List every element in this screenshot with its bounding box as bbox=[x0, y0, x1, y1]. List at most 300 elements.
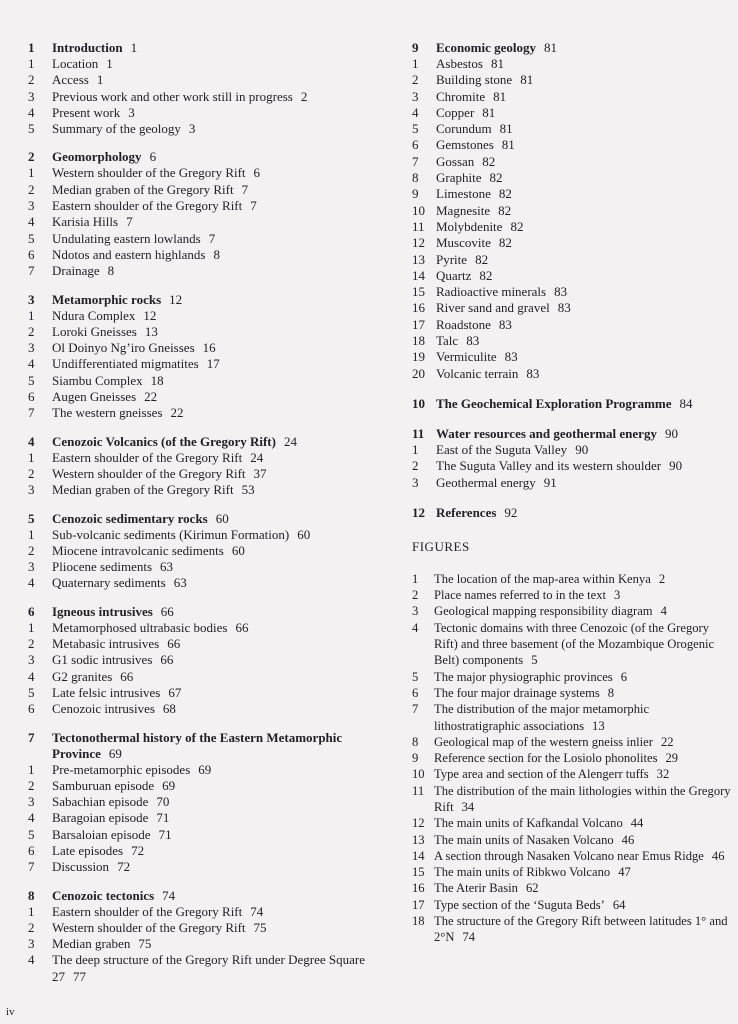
entry-page: 83 bbox=[526, 365, 540, 381]
toc-entry bbox=[28, 466, 398, 482]
entry-text-wrap bbox=[52, 559, 398, 575]
entry-text-wrap bbox=[52, 778, 398, 794]
entry-text: Summary of the geology bbox=[52, 121, 181, 137]
toc-entry bbox=[412, 349, 734, 365]
entry-text: Ndotos and eastern highlands bbox=[52, 246, 206, 262]
toc-entry bbox=[412, 252, 734, 268]
entry-page: 60 bbox=[231, 542, 245, 558]
toc-entry bbox=[28, 450, 398, 466]
entry-page: 66 bbox=[167, 636, 181, 652]
entry-text: Karisia Hills bbox=[52, 214, 119, 230]
entry-page: 81 bbox=[501, 137, 515, 153]
entry-text: Volcanic terrain bbox=[436, 365, 519, 381]
section-heading bbox=[412, 40, 734, 56]
section-heading bbox=[28, 604, 398, 620]
entry-text: Discussion bbox=[52, 859, 110, 875]
entry-text-wrap bbox=[52, 701, 398, 717]
entry-number: 4 bbox=[28, 575, 35, 591]
section bbox=[28, 730, 398, 876]
figure-entry bbox=[412, 864, 734, 880]
entry-text: Sabachian episode bbox=[52, 794, 149, 810]
entry-number: 2 bbox=[28, 465, 35, 481]
entry-text: Western shoulder of the Gregory Rift bbox=[52, 465, 246, 481]
toc-entry bbox=[412, 366, 734, 382]
figure-entry bbox=[412, 880, 734, 896]
entry-text: Western shoulder of the Gregory Rift bbox=[52, 165, 246, 181]
entry-text: Miocene intravolcanic sediments bbox=[52, 542, 224, 558]
entry-number: 18 bbox=[412, 333, 425, 349]
section-number: 2 bbox=[28, 149, 35, 165]
entry-number: 5 bbox=[28, 826, 35, 842]
entry-number: 5 bbox=[412, 121, 419, 137]
entry-text-wrap bbox=[52, 636, 398, 652]
entry-text: Pyrite bbox=[436, 251, 468, 267]
entry-number: 3 bbox=[28, 652, 35, 668]
entry-number: 1 bbox=[28, 165, 35, 181]
entry-page: 81 bbox=[490, 56, 504, 71]
entry-text-wrap bbox=[52, 575, 398, 591]
section-number: 5 bbox=[28, 510, 35, 526]
entry-number: 4 bbox=[28, 104, 35, 120]
figure-entry bbox=[412, 685, 734, 701]
section-page: 92 bbox=[504, 504, 518, 520]
section-title-text: Cenozoic Volcanics (of the Gregory Rift) bbox=[52, 433, 276, 449]
section-title-text: Metamorphic rocks bbox=[52, 291, 162, 307]
entry-text: Siambu Complex bbox=[52, 372, 143, 388]
entry-page: 66 bbox=[160, 652, 174, 668]
entry-text: The Suguta Valley and its western shoulder bbox=[436, 458, 662, 474]
section-heading bbox=[28, 888, 398, 904]
section-number: 12 bbox=[412, 504, 425, 520]
figure-text: The main units of Nasaken Volcano bbox=[434, 832, 614, 847]
section bbox=[412, 505, 734, 521]
section-title bbox=[52, 149, 398, 165]
toc-entry bbox=[28, 778, 398, 794]
entry-text-wrap bbox=[52, 762, 398, 778]
entry-page: 81 bbox=[493, 88, 507, 104]
entry-number: 4 bbox=[28, 668, 35, 684]
entry-text-wrap bbox=[52, 450, 398, 466]
toc-entry bbox=[28, 89, 398, 105]
entry-text-wrap bbox=[436, 203, 734, 219]
toc-entry bbox=[28, 247, 398, 263]
toc-entry bbox=[412, 170, 734, 186]
entry-page: 12 bbox=[143, 307, 157, 323]
entry-text: Baragoian episode bbox=[52, 810, 149, 826]
entry-text: Samburuan episode bbox=[52, 777, 155, 793]
toc-entry bbox=[412, 186, 734, 202]
figure-entry bbox=[412, 701, 734, 734]
section-title-text: Introduction bbox=[52, 40, 123, 55]
toc-entry bbox=[28, 482, 398, 498]
section-page: 12 bbox=[169, 291, 183, 307]
figure-number: 16 bbox=[412, 881, 425, 896]
section-heading bbox=[412, 505, 734, 521]
entry-text-wrap bbox=[436, 475, 734, 491]
entry-text: Augen Gneisses bbox=[52, 389, 137, 405]
entry-number: 9 bbox=[412, 186, 419, 202]
right-sections bbox=[412, 40, 734, 521]
entry-number: 6 bbox=[28, 389, 35, 405]
toc-entry bbox=[28, 182, 398, 198]
entry-text-wrap bbox=[52, 952, 398, 985]
figure-page: 8 bbox=[607, 685, 615, 700]
section-title bbox=[436, 396, 734, 412]
entry-number: 6 bbox=[28, 246, 35, 262]
entry-number: 16 bbox=[412, 300, 425, 316]
section-number: 9 bbox=[412, 40, 419, 55]
entry-number: 2 bbox=[28, 919, 35, 935]
section-heading bbox=[28, 434, 398, 450]
section-title bbox=[52, 888, 398, 904]
entry-text-wrap bbox=[52, 182, 398, 198]
figure-page: 13 bbox=[592, 718, 605, 733]
entry-number: 1 bbox=[412, 441, 419, 457]
entry-number: 3 bbox=[28, 936, 35, 952]
entry-number: 1 bbox=[28, 449, 35, 465]
figure-entry bbox=[412, 832, 734, 848]
entry-text: Chromite bbox=[436, 88, 486, 104]
figure-text: The structure of the Gregory Rift between latitudes 1° and 2°N bbox=[434, 914, 728, 945]
toc-entry bbox=[412, 268, 734, 284]
figure-number: 18 bbox=[412, 914, 425, 929]
entry-page: 66 bbox=[235, 619, 249, 635]
figure-entry bbox=[412, 669, 734, 685]
entry-text-wrap bbox=[52, 214, 398, 230]
entry-page: 81 bbox=[499, 121, 513, 137]
figure-page: 3 bbox=[614, 588, 621, 603]
toc-entry bbox=[412, 333, 734, 349]
entry-text-wrap bbox=[52, 247, 398, 263]
figure-text-wrap bbox=[434, 832, 734, 848]
entry-text: Quartz bbox=[436, 267, 472, 283]
entry-page: 75 bbox=[253, 919, 267, 935]
figure-entry bbox=[412, 587, 734, 603]
figure-text: Geological map of the western gneiss inlier bbox=[434, 734, 653, 749]
entry-page: 90 bbox=[669, 458, 683, 474]
toc-entry bbox=[412, 300, 734, 316]
entry-page: 7 bbox=[241, 181, 249, 197]
entry-text: Previous work and other work still in progress bbox=[52, 88, 293, 104]
entry-page: 22 bbox=[170, 405, 184, 421]
toc-entry bbox=[28, 936, 398, 952]
toc-entry bbox=[28, 389, 398, 405]
entry-page: 60 bbox=[297, 526, 311, 542]
toc-entry bbox=[28, 575, 398, 591]
entry-text-wrap bbox=[436, 121, 734, 137]
entry-number: 7 bbox=[412, 153, 419, 169]
entry-text-wrap bbox=[436, 56, 734, 72]
toc-entry bbox=[28, 340, 398, 356]
entry-number: 13 bbox=[412, 251, 425, 267]
toc-entry bbox=[28, 56, 398, 72]
entry-page: 37 bbox=[253, 465, 267, 481]
entry-page: 2 bbox=[300, 88, 308, 104]
entry-number: 4 bbox=[28, 952, 35, 968]
entry-text: Graphite bbox=[436, 170, 482, 186]
figure-number: 12 bbox=[412, 816, 425, 831]
entry-text: Roadstone bbox=[436, 316, 491, 332]
entry-text-wrap bbox=[52, 72, 398, 88]
entry-number: 10 bbox=[412, 202, 425, 218]
section bbox=[412, 426, 734, 491]
entry-text-wrap bbox=[52, 263, 398, 279]
entry-number: 4 bbox=[28, 810, 35, 826]
figure-entry bbox=[412, 603, 734, 619]
figure-number: 15 bbox=[412, 865, 425, 880]
figure-number: 1 bbox=[412, 571, 419, 586]
entry-text: Quaternary sediments bbox=[52, 575, 166, 591]
entry-page: 81 bbox=[482, 104, 496, 120]
figures-heading: FIGURES bbox=[412, 538, 470, 554]
section-number: 3 bbox=[28, 291, 35, 307]
entry-page: 91 bbox=[543, 474, 557, 490]
entry-number: 3 bbox=[28, 559, 35, 575]
section-title-text: Geomorphology bbox=[52, 149, 142, 165]
entry-text-wrap bbox=[52, 308, 398, 324]
entry-page: 82 bbox=[479, 267, 493, 283]
toc-entry bbox=[28, 669, 398, 685]
figure-text-wrap bbox=[434, 603, 734, 619]
figure-text-wrap bbox=[434, 669, 734, 685]
toc-entry bbox=[28, 324, 398, 340]
entry-text-wrap bbox=[52, 340, 398, 356]
entry-text-wrap bbox=[436, 219, 734, 235]
toc-entry bbox=[412, 56, 734, 72]
section-page: 60 bbox=[215, 510, 229, 526]
toc-entry bbox=[28, 920, 398, 936]
figure-page: 4 bbox=[660, 604, 667, 619]
entry-text-wrap bbox=[52, 356, 398, 372]
entry-text-wrap bbox=[52, 324, 398, 340]
entry-text-wrap bbox=[52, 827, 398, 843]
section-heading bbox=[412, 396, 734, 412]
toc-entry bbox=[28, 559, 398, 575]
toc-entry bbox=[28, 636, 398, 652]
entry-page: 67 bbox=[168, 684, 182, 700]
entry-number: 6 bbox=[28, 842, 35, 858]
entry-text: Gemstones bbox=[436, 137, 494, 153]
section-page: 66 bbox=[160, 603, 174, 619]
entry-text-wrap bbox=[52, 810, 398, 826]
figure-text-wrap bbox=[434, 913, 734, 946]
entry-page: 71 bbox=[158, 826, 172, 842]
figure-text-wrap bbox=[434, 750, 734, 766]
entry-page: 18 bbox=[150, 372, 164, 388]
entry-number: 2 bbox=[28, 777, 35, 793]
section-page: 84 bbox=[679, 395, 693, 411]
entry-page: 82 bbox=[510, 218, 524, 234]
figure-text: The Aterir Basin bbox=[434, 881, 518, 896]
entry-text-wrap bbox=[52, 89, 398, 105]
toc-entry bbox=[28, 72, 398, 88]
entry-page: 77 bbox=[73, 968, 86, 984]
figure-page: 22 bbox=[660, 734, 674, 749]
entry-text: Ndura Complex bbox=[52, 307, 136, 323]
toc-entry bbox=[28, 263, 398, 279]
figure-entry bbox=[412, 848, 734, 864]
entry-text: Pliocene sediments bbox=[52, 559, 153, 575]
entry-page: 22 bbox=[144, 389, 158, 405]
entry-page: 71 bbox=[156, 810, 170, 826]
entry-page: 7 bbox=[208, 230, 216, 246]
entry-number: 11 bbox=[412, 218, 425, 234]
entry-page: 83 bbox=[557, 300, 571, 316]
figure-text-wrap bbox=[434, 620, 734, 669]
entry-text: Geothermal energy bbox=[436, 474, 536, 490]
entry-text: G2 granites bbox=[52, 668, 113, 684]
entry-page: 6 bbox=[253, 165, 261, 181]
figure-number: 17 bbox=[412, 897, 425, 912]
figure-number: 7 bbox=[412, 702, 419, 717]
entry-page: 72 bbox=[117, 859, 131, 875]
figure-number: 10 bbox=[412, 767, 425, 782]
toc-entry bbox=[28, 373, 398, 389]
entry-page: 16 bbox=[202, 340, 216, 356]
entry-text: Copper bbox=[436, 104, 475, 120]
entry-page: 90 bbox=[575, 441, 589, 457]
section-number: 4 bbox=[28, 433, 35, 449]
entry-page: 82 bbox=[498, 186, 512, 202]
entry-number: 1 bbox=[28, 619, 35, 635]
entry-text-wrap bbox=[52, 652, 398, 668]
toc-entry bbox=[28, 543, 398, 559]
entry-text-wrap bbox=[436, 442, 734, 458]
section-number: 7 bbox=[28, 729, 35, 745]
entry-page: 7 bbox=[250, 198, 257, 214]
entry-text-wrap bbox=[436, 317, 734, 333]
figure-text-wrap bbox=[434, 571, 734, 587]
section bbox=[28, 604, 398, 718]
toc-entry bbox=[412, 89, 734, 105]
toc-entry bbox=[28, 527, 398, 543]
toc-entry bbox=[28, 308, 398, 324]
entry-number: 19 bbox=[412, 349, 425, 365]
section-title bbox=[52, 434, 398, 450]
toc-entry bbox=[28, 827, 398, 843]
toc-entry bbox=[28, 620, 398, 636]
section bbox=[28, 40, 398, 137]
figure-text-wrap bbox=[434, 815, 734, 831]
section-title bbox=[436, 505, 734, 521]
section bbox=[28, 149, 398, 279]
entry-number: 3 bbox=[412, 88, 419, 104]
entry-text: Eastern shoulder of the Gregory Rift bbox=[52, 449, 243, 465]
section bbox=[28, 511, 398, 592]
entry-text: Corundum bbox=[436, 121, 492, 137]
entry-text: Cenozoic intrusives bbox=[52, 701, 155, 717]
toc-entry bbox=[28, 214, 398, 230]
entry-page: 1 bbox=[106, 56, 113, 71]
figure-number: 2 bbox=[412, 588, 419, 603]
entry-page: 53 bbox=[241, 482, 255, 498]
section bbox=[412, 40, 734, 382]
entry-text: Median graben of the Gregory Rift bbox=[52, 181, 234, 197]
entry-number: 8 bbox=[412, 170, 419, 186]
entry-text: Present work bbox=[52, 104, 121, 120]
toc-entry bbox=[28, 859, 398, 875]
figure-page: 5 bbox=[531, 653, 538, 668]
entry-page: 8 bbox=[107, 263, 115, 279]
entry-number: 1 bbox=[28, 307, 35, 323]
entry-text-wrap bbox=[52, 482, 398, 498]
entry-page: 63 bbox=[173, 575, 187, 591]
entry-text: The deep structure of the Gregory Rift under Degree Square 27 bbox=[52, 952, 365, 984]
entry-number: 1 bbox=[412, 56, 419, 71]
section-title-text: Tectonothermal history of the Eastern Metamorphic Province bbox=[52, 729, 343, 761]
entry-number: 7 bbox=[28, 405, 35, 421]
toc-entry bbox=[28, 762, 398, 778]
figure-entry bbox=[412, 815, 734, 831]
section-title-text: Cenozoic sedimentary rocks bbox=[52, 510, 208, 526]
entry-number: 5 bbox=[28, 684, 35, 700]
entry-number: 5 bbox=[28, 230, 35, 246]
figure-entry bbox=[412, 750, 734, 766]
entry-number: 6 bbox=[28, 701, 35, 717]
figure-text: Type section of the ‘Suguta Beds’ bbox=[434, 897, 605, 912]
figure-entry bbox=[412, 897, 734, 913]
entry-number: 1 bbox=[28, 761, 35, 777]
section-number: 10 bbox=[412, 395, 425, 411]
figure-entry bbox=[412, 620, 734, 669]
toc-entry bbox=[412, 72, 734, 88]
figure-page: 46 bbox=[711, 848, 725, 863]
entry-page: 66 bbox=[120, 668, 134, 684]
toc-entry bbox=[412, 121, 734, 137]
entry-text-wrap bbox=[52, 405, 398, 421]
figures-list bbox=[412, 571, 734, 946]
entry-text: Metamorphosed ultrabasic bodies bbox=[52, 619, 228, 635]
figure-text: The distribution of the main lithologies within the Gregory Rift bbox=[434, 783, 731, 814]
toc-entry bbox=[412, 235, 734, 251]
figure-entry bbox=[412, 571, 734, 587]
entry-number: 1 bbox=[28, 56, 35, 71]
entry-number: 3 bbox=[28, 482, 35, 498]
entry-text-wrap bbox=[52, 543, 398, 559]
figure-entry bbox=[412, 766, 734, 782]
entry-number: 4 bbox=[28, 356, 35, 372]
toc-entry bbox=[28, 810, 398, 826]
entry-text: Access bbox=[52, 72, 89, 88]
entry-text: Radioactive minerals bbox=[436, 284, 547, 300]
section-title-text: The Geochemical Exploration Programme bbox=[436, 395, 672, 411]
entry-number: 3 bbox=[28, 88, 35, 104]
figure-page: 64 bbox=[612, 897, 626, 912]
entry-text-wrap bbox=[436, 284, 734, 300]
entry-page: 82 bbox=[498, 202, 512, 218]
figure-text-wrap bbox=[434, 864, 734, 880]
figure-entry bbox=[412, 913, 734, 946]
entry-text-wrap bbox=[52, 669, 398, 685]
entry-text-wrap bbox=[52, 859, 398, 875]
entry-page: 3 bbox=[188, 121, 196, 137]
entry-text: Ol Doinyo Ng’iro Gneisses bbox=[52, 340, 195, 356]
figure-text: A section through Nasaken Volcano near Emus Ridge bbox=[434, 848, 704, 863]
entry-number: 2 bbox=[28, 323, 35, 339]
toc-entry bbox=[412, 475, 734, 491]
toc-entry bbox=[28, 843, 398, 859]
entry-text: Molybdenite bbox=[436, 218, 503, 234]
entry-text: Loroki Gneisses bbox=[52, 323, 137, 339]
figure-page: 29 bbox=[665, 751, 679, 766]
entry-page: 83 bbox=[554, 284, 568, 300]
section-page: 6 bbox=[149, 149, 157, 165]
entry-text: Metabasic intrusives bbox=[52, 636, 160, 652]
entry-number: 3 bbox=[28, 198, 35, 214]
section bbox=[412, 396, 734, 412]
figure-text-wrap bbox=[434, 734, 734, 750]
entry-text: Limestone bbox=[436, 186, 491, 202]
